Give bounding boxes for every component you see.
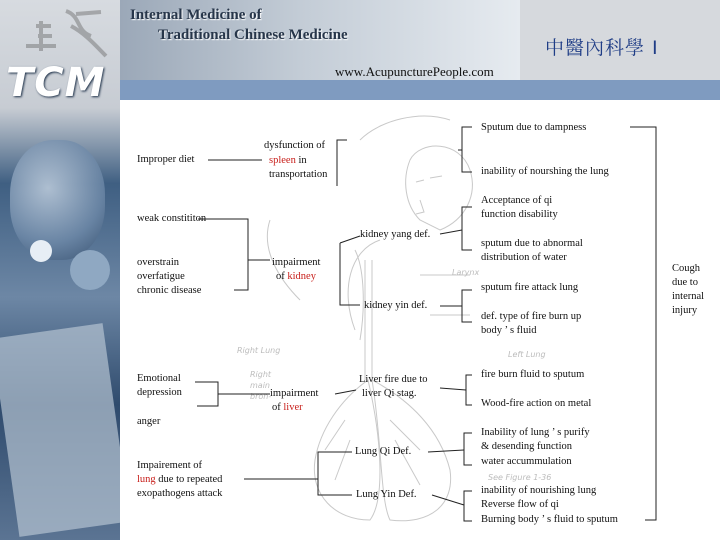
cause-improper-diet: Improper diet — [137, 154, 195, 165]
mechanism-spleen-line2 — [269, 154, 307, 169]
highlight-spleen: spleen — [269, 155, 296, 166]
result-inability-purify-line1: Inability of lung ’ s purify — [481, 427, 590, 438]
highlight-kidney: kidney — [287, 271, 316, 282]
subtype-kidney-yin: kidney yin def. — [364, 300, 428, 311]
bracket — [464, 433, 472, 465]
connector — [337, 140, 347, 186]
bronchus-label-1: Right — [250, 370, 272, 379]
outcome-line4: injury — [672, 305, 698, 316]
connector — [440, 388, 466, 390]
result-sputum-fire: sputum fire attack lung — [481, 282, 579, 293]
result-fire-burn: fire burn fluid to sputum — [481, 369, 585, 380]
mechanism-liver-pre: of — [272, 402, 284, 413]
subtype-lung-qi: Lung Qi Def. — [355, 446, 412, 457]
cause-overfatigue: overfatigue — [137, 271, 185, 282]
cause-lung-line2 — [137, 473, 222, 488]
mechanism-kidney-pre: of — [276, 271, 288, 282]
left-lung-label: Left Lung — [508, 350, 546, 359]
mechanism-spleen-line3: transportation — [269, 169, 328, 180]
result-acceptance-qi-line2: function disability — [481, 209, 558, 220]
bronchus-label-2: main — [250, 381, 270, 390]
bracket — [318, 452, 352, 495]
subtype-lung-yin: Lung Yin Def. — [356, 489, 417, 500]
bronchus-label-3: bron- — [250, 392, 272, 401]
highlight-liver: liver — [283, 402, 303, 413]
website-url: www.AcupuncturePeople.com — [335, 64, 494, 79]
result-sputum-abnormal-line2: distribution of water — [481, 252, 567, 263]
subtype-liver-fire-line1: Liver fire due to — [359, 374, 428, 385]
connector — [428, 450, 464, 452]
mechanism-liver-line1: impairment — [270, 388, 319, 399]
subtype-liver-fire-line2: liver Qi stag. — [362, 388, 417, 399]
result-sputum-dampness: Sputum due to dampness — [481, 122, 587, 133]
outcome-bracket — [630, 127, 656, 520]
connector — [340, 243, 360, 305]
outcome-line1: Cough — [672, 263, 701, 274]
mechanism-spleen-line1: dysfunction of — [264, 140, 325, 151]
bracket — [462, 290, 472, 322]
cause-depression: depression — [137, 387, 182, 398]
connector — [335, 390, 356, 394]
subtype-kidney-yang: kidney yang def. — [360, 229, 431, 240]
outcome-line3: internal — [672, 291, 705, 302]
bracket — [464, 491, 472, 521]
tcm-logo: TCM — [6, 60, 106, 106]
cause-overstrain: overstrain — [137, 257, 179, 268]
result-burning-body: Burning body ’ s fluid to sputum — [481, 514, 618, 525]
result-inability-nourishing: inability of nourishing lung — [481, 485, 597, 496]
bracket — [462, 207, 472, 250]
right-lung-label: Right Lung — [237, 346, 281, 355]
chinese-course-title: 中醫內科學 I — [545, 37, 659, 59]
connector — [340, 236, 360, 243]
result-acceptance-qi-line1: Acceptance of qi — [481, 195, 553, 206]
cause-lung-line1: Impairement of — [137, 460, 203, 471]
page-title-line1: Internal Medicine of — [130, 7, 262, 23]
bracket — [195, 382, 218, 406]
result-wood-fire: Wood-fire action on metal — [481, 398, 592, 409]
cause-chronic-disease: chronic disease — [137, 285, 202, 296]
result-inability-purify-line3: water accummulation — [481, 456, 572, 467]
bracket — [466, 375, 472, 405]
result-def-fire-line2: body ’ s fluid — [481, 325, 537, 336]
mechanism-liver-line2 — [272, 401, 303, 416]
mechanism-kidney-line1: impairment — [272, 257, 321, 268]
bracket — [462, 127, 472, 172]
cause-anger: anger — [137, 416, 161, 427]
page-title-line2: Traditional Chinese Medicine — [158, 27, 348, 43]
result-inability-nourish: inability of nourshing the lung — [481, 166, 609, 177]
connector — [440, 230, 462, 234]
cause-lung-line2-rest: due to repeated — [155, 474, 223, 485]
mechanism-spleen-line2-rest: in — [295, 155, 307, 166]
cause-weak-constitution: weak constititon — [137, 213, 207, 224]
cause-emotional: Emotional — [137, 373, 181, 384]
larynx-label: Larynx — [452, 268, 480, 277]
result-sputum-abnormal-line1: sputum due to abnormal — [481, 238, 583, 249]
bracket — [198, 219, 248, 290]
highlight-lung: lung — [137, 474, 156, 485]
mechanism-kidney-line2 — [276, 270, 316, 285]
result-def-fire-line1: def. type of fire burn up — [481, 311, 582, 322]
result-inability-purify-line2: & desending function — [481, 441, 572, 452]
cause-lung-line3: exopathogens attack — [137, 488, 223, 499]
result-reverse-flow: Reverse flow of qi — [481, 499, 559, 510]
connector — [432, 495, 464, 505]
see-figure-label: See Figure 1-36 — [488, 473, 552, 482]
outcome-line2: due to — [672, 277, 698, 288]
